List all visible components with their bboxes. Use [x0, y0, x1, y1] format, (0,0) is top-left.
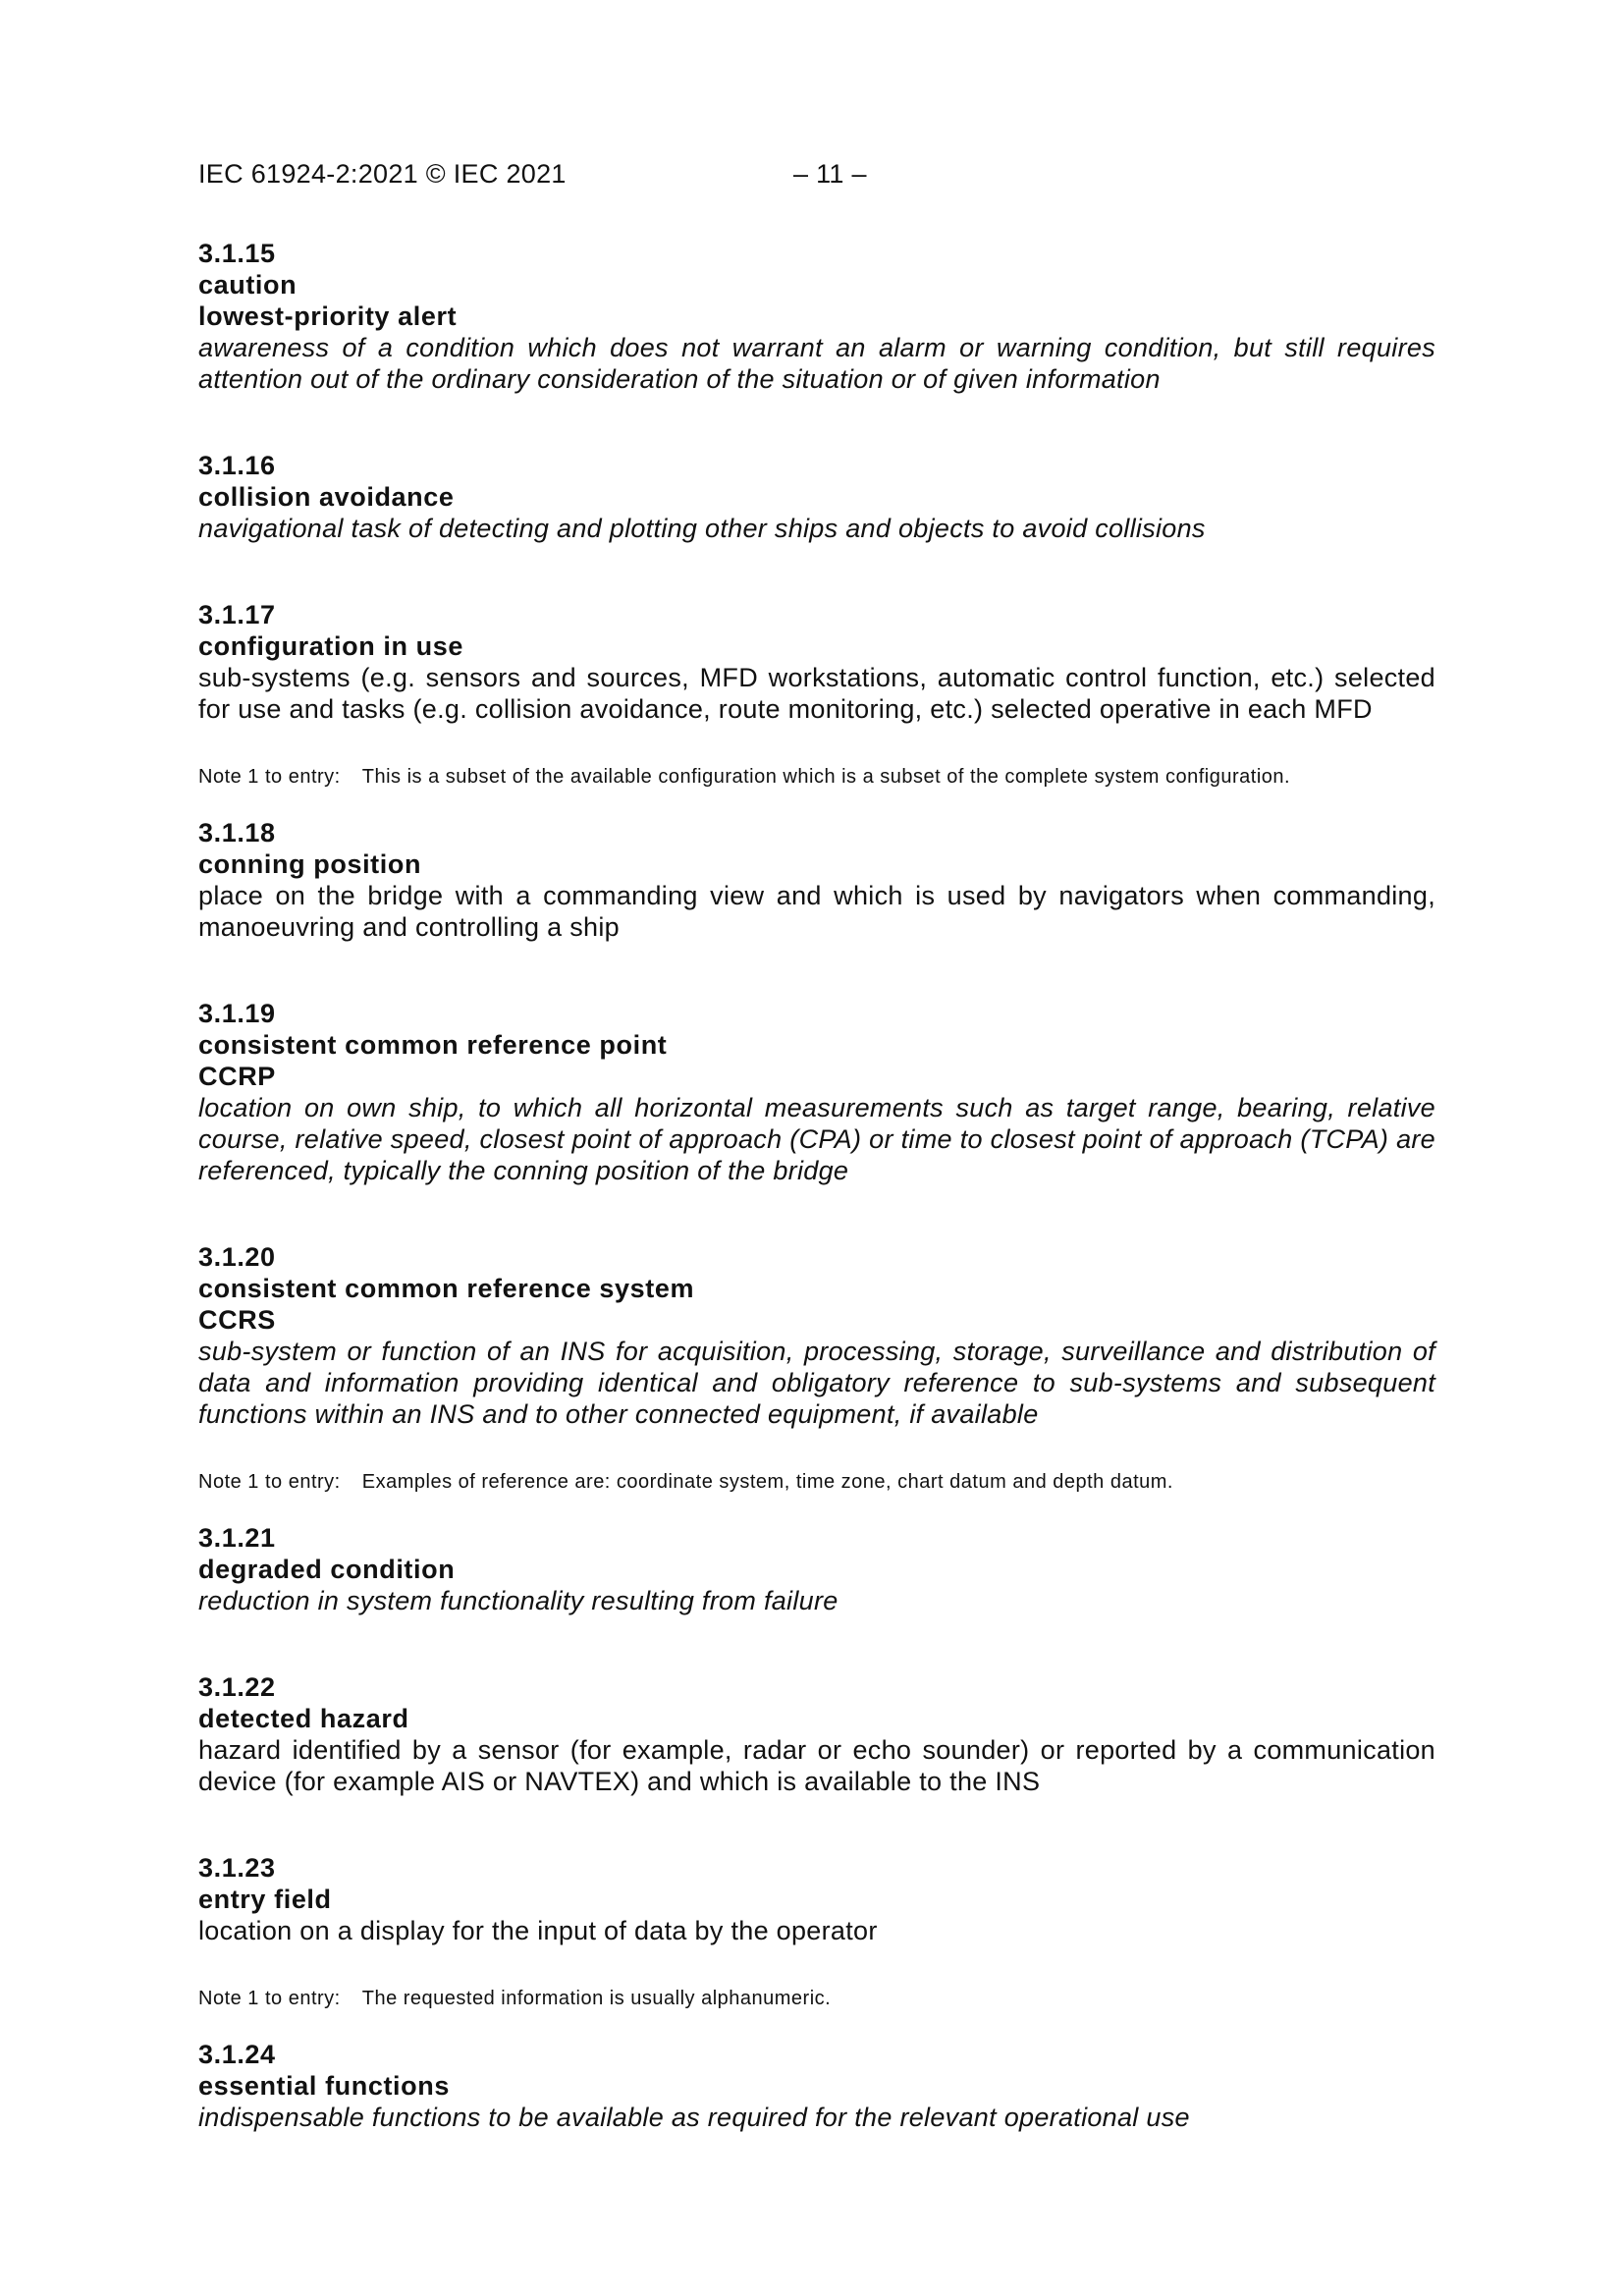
- entry-number: 3.1.16: [198, 451, 276, 480]
- entry-term: consistent common reference system: [198, 1274, 695, 1303]
- page-header: [198, 159, 1435, 196]
- entry-term: degraded condition: [198, 1555, 456, 1584]
- entry-note: [198, 1986, 1435, 2012]
- entry-term: essential functions: [198, 2071, 450, 2101]
- term-entry: [198, 238, 1435, 395]
- entry-definition: place on the bridge with a commanding view and which is used by navigators when commanding, manoeuvring and controlling a ship: [198, 881, 1435, 942]
- entry-number: 3.1.23: [198, 1853, 276, 1883]
- term-entry: [198, 1671, 1435, 1797]
- entry-note: [198, 1469, 1435, 1496]
- term-entry: [198, 1522, 1435, 1616]
- entry-number: 3.1.20: [198, 1242, 276, 1272]
- entry-definition: location on a display for the input of data by the operator: [198, 1916, 878, 1945]
- term-entry: [198, 1852, 1435, 2012]
- entry-definition: hazard identified by a sensor (for example, radar or echo sounder) or reported by a communication device (for example AIS or NAVTEX) and which is available to the INS: [198, 1735, 1435, 1796]
- page-number: – 11 –: [793, 159, 867, 189]
- entry-number: 3.1.22: [198, 1672, 276, 1702]
- note-text: The requested information is usually alphanumeric.: [361, 1988, 832, 2009]
- term-entry: [198, 1241, 1435, 1496]
- entry-note: [198, 764, 1435, 791]
- entry-definition: sub-system or function of an INS for acquisition, processing, storage, surveillance and distribution of data and information providing identical and obligatory reference to sub-systems and subsequent functions within an INS and to other connected equipment, if available: [198, 1337, 1435, 1429]
- entry-term: detected hazard: [198, 1704, 409, 1733]
- entry-definition: location on own ship, to which all horizontal measurements such as target range, bearing, relative course, relative speed, closest point of approach (CPA) or time to closest point of approach (TCPA) are referenced, typically the conning position of the bridge: [198, 1093, 1435, 1185]
- entry-number: 3.1.15: [198, 239, 276, 268]
- note-label: Note 1 to entry:: [198, 1471, 341, 1493]
- entry-term: entry field: [198, 1885, 332, 1914]
- entry-number: 3.1.19: [198, 999, 276, 1028]
- note-label: Note 1 to entry:: [198, 766, 341, 788]
- term-entry: [198, 450, 1435, 544]
- term-entry: [198, 2039, 1435, 2133]
- entry-term: caution: [198, 270, 298, 300]
- document-id: IEC 61924-2:2021 © IEC 2021: [198, 159, 567, 189]
- entry-term: collision avoidance: [198, 482, 455, 512]
- term-entry: [198, 817, 1435, 943]
- entry-definition: indispensable functions to be available as required for the relevant operational use: [198, 2103, 1190, 2132]
- entry-abbreviation: CCRS: [198, 1305, 276, 1335]
- note-label: Note 1 to entry:: [198, 1988, 341, 2009]
- entry-number: 3.1.18: [198, 818, 276, 847]
- terms-list: [198, 238, 1435, 2133]
- entry-number: 3.1.21: [198, 1523, 276, 1553]
- entry-abbreviation: CCRP: [198, 1062, 276, 1091]
- entry-definition: navigational task of detecting and plotting other ships and objects to avoid collisions: [198, 514, 1206, 543]
- entry-number: 3.1.24: [198, 2040, 276, 2069]
- entry-term: conning position: [198, 849, 422, 879]
- term-entry: [198, 998, 1435, 1186]
- entry-term: configuration in use: [198, 631, 464, 661]
- entry-definition: awareness of a condition which does not warrant an alarm or warning condition, but still requires attention out of the ordinary consideration of the situation or of given information: [198, 333, 1435, 394]
- entry-term-alt: lowest-priority alert: [198, 301, 458, 331]
- entry-definition: reduction in system functionality resulting from failure: [198, 1586, 839, 1615]
- entry-term: consistent common reference point: [198, 1030, 668, 1060]
- entry-number: 3.1.17: [198, 600, 276, 629]
- note-text: This is a subset of the available configuration which is a subset of the complete system configuration.: [361, 766, 1291, 788]
- note-text: Examples of reference are: coordinate system, time zone, chart datum and depth datum.: [361, 1471, 1173, 1493]
- term-entry: [198, 599, 1435, 791]
- entry-definition: sub-systems (e.g. sensors and sources, MFD workstations, automatic control function, etc.) selected for use and tasks (e.g. collision avoidance, route monitoring, etc.) selected operative in each MFD: [198, 663, 1435, 724]
